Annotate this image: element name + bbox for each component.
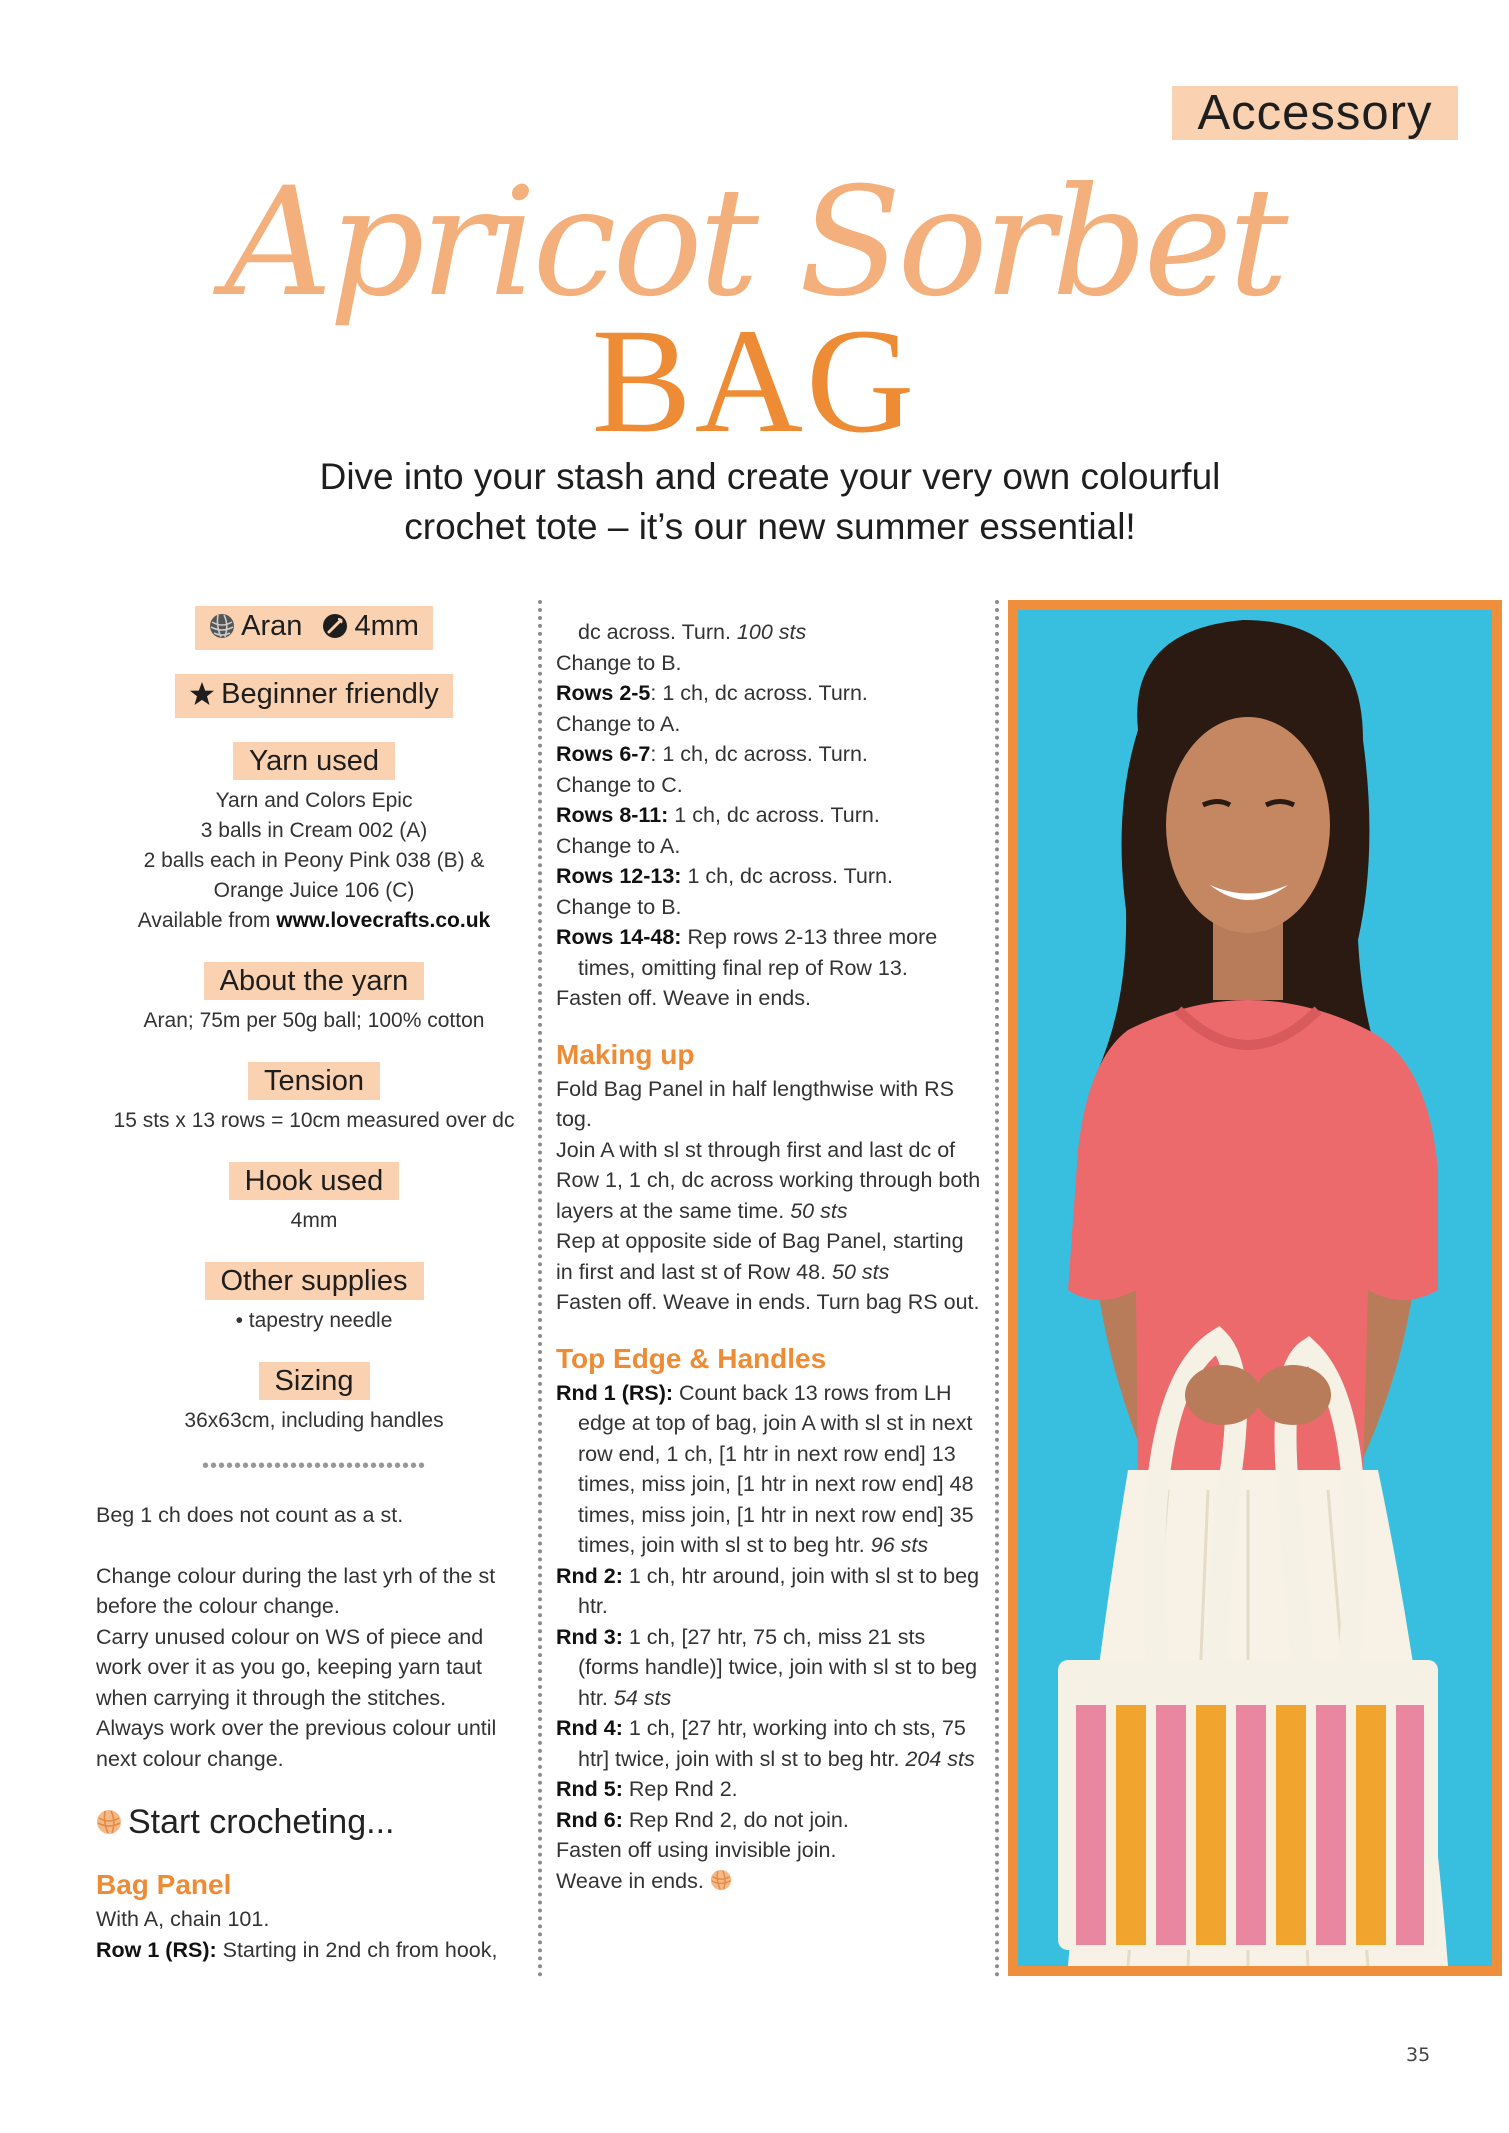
other-supplies-block bbox=[96, 1262, 532, 1336]
weight-hook-badge bbox=[195, 606, 433, 650]
note-colour-change: Change colour during the last yrh of the st before the colour change. bbox=[96, 1563, 496, 1618]
standfirst-line-2: crochet tote – it’s our new summer essential! bbox=[404, 506, 1136, 547]
yarn-used-line-1: Yarn and Colors Epic bbox=[215, 789, 413, 812]
rows-6-7 bbox=[556, 739, 986, 770]
rnd-3-text: 1 ch, [27 htr, 75 ch, miss 21 sts (forms handle)] twice, join with sl st to beg htr. bbox=[578, 1624, 978, 1710]
note-carry-colour: Carry unused colour on WS of piece and work over it as you go, keeping yarn taut when carrying it through the stitches. bbox=[96, 1624, 484, 1710]
rnd-4-text: 1 ch, [27 htr, working into ch sts, 75 htr] twice, join with sl st to beg htr. bbox=[578, 1716, 966, 1771]
about-yarn-text: Aran; 75m per 50g ball; 100% cotton bbox=[143, 1009, 485, 1032]
yarn-available bbox=[96, 906, 532, 936]
rows-12-13 bbox=[556, 861, 986, 892]
change-to-c-1: Change to C. bbox=[556, 772, 683, 797]
yarn-ball-icon bbox=[96, 1802, 122, 1846]
notes-block bbox=[96, 1500, 532, 1774]
yarn-used-heading: Yarn used bbox=[233, 742, 395, 780]
rnd-1 bbox=[556, 1378, 986, 1561]
title-main: BAG bbox=[591, 298, 918, 464]
about-yarn-heading: About the yarn bbox=[204, 962, 425, 1000]
rows-8-11-label: Rows 8-11: bbox=[556, 803, 669, 827]
making-up-rep bbox=[556, 1226, 986, 1287]
photo-illustration bbox=[1018, 610, 1492, 1966]
weight-label: Aran bbox=[241, 610, 303, 642]
tension-text: 15 sts x 13 rows = 10cm measured over dc bbox=[113, 1109, 515, 1132]
section-tag: Accessory bbox=[1172, 86, 1458, 140]
row1-text: Starting in 2nd ch from hook, bbox=[216, 1937, 498, 1962]
bag-panel-row1 bbox=[96, 1935, 532, 1966]
rnd-5-label: Rnd 5: bbox=[556, 1777, 623, 1801]
rnd-2-label: Rnd 2: bbox=[556, 1563, 623, 1588]
hook-used-heading: Hook used bbox=[229, 1162, 400, 1200]
rnd-1-label: Rnd 1 (RS): bbox=[556, 1380, 674, 1405]
sizing-block bbox=[96, 1362, 532, 1436]
bag-panel-fasten: Fasten off. Weave in ends. bbox=[556, 986, 811, 1010]
standfirst bbox=[240, 452, 1300, 552]
hook-used-text: 4mm bbox=[290, 1209, 338, 1232]
rnd-5 bbox=[556, 1774, 986, 1805]
rows-14-48-text: Rep rows 2-13 three more times, omitting final rep of Row 13. bbox=[578, 925, 938, 980]
model-with-bag-photo bbox=[1018, 610, 1492, 1966]
top-edge-fasten-1: Fasten off using invisible join. bbox=[556, 1838, 837, 1862]
available-prefix: Available from bbox=[137, 909, 277, 932]
badge-row-level bbox=[96, 674, 532, 718]
rnd-5-text: Rep Rnd 2. bbox=[622, 1777, 738, 1801]
rnd-1-count: 96 sts bbox=[870, 1533, 929, 1557]
dotted-separator: •••••••••••••••••••••••••••• bbox=[201, 1455, 427, 1477]
rows-6-7-label: Rows 6-7 bbox=[556, 742, 651, 766]
rows-2-5-text: : 1 ch, dc across. Turn. bbox=[650, 681, 868, 705]
supplier-link[interactable]: www.lovecrafts.co.uk bbox=[276, 909, 491, 932]
yarn-used-line-3: 2 balls each in Peony Pink 038 (B) & bbox=[143, 849, 485, 872]
yarn-used-text bbox=[96, 786, 532, 936]
making-up-join-count: 50 sts bbox=[790, 1198, 848, 1223]
sizing-text: 36x63cm, including handles bbox=[184, 1409, 444, 1432]
rows-14-48-label: Rows 14-48: bbox=[556, 925, 682, 949]
hook-size-label: 4mm bbox=[354, 610, 419, 642]
badge-row-weight-hook bbox=[96, 606, 532, 650]
making-up-fasten: Fasten off. Weave in ends. Turn bag RS out. bbox=[556, 1290, 980, 1314]
change-to-b-1: Change to B. bbox=[556, 650, 682, 675]
making-up-fold: Fold Bag Panel in half lengthwise with RS tog. bbox=[556, 1076, 954, 1131]
making-up-rep-count: 50 sts bbox=[832, 1259, 890, 1284]
title-script: Apricot Sorbet bbox=[224, 156, 1285, 330]
sizing-heading: Sizing bbox=[259, 1362, 370, 1400]
rows-2-5 bbox=[556, 678, 986, 709]
rnd-1-text: Count back 13 rows from LH edge at top of bag, join A with sl st in next row end, 1 ch, [1 htr in next row end] 13 times, miss join, [1 htr in next row end] 48 times, miss join, [1 htr in next row end] 35 times, join with sl st to beg htr. bbox=[578, 1380, 974, 1557]
making-up-join-text: Join A with sl st through first and last dc of Row 1, 1 ch, dc across working through both layers at the same time. bbox=[556, 1137, 981, 1223]
page-number: 35 bbox=[1406, 2044, 1431, 2066]
top-edge-fasten-2-text: Weave in ends. bbox=[556, 1868, 710, 1893]
making-up-heading: Making up bbox=[556, 1038, 695, 1070]
other-supplies-heading: Other supplies bbox=[205, 1262, 424, 1300]
yarn-used-block bbox=[96, 742, 532, 936]
making-up-join bbox=[556, 1135, 986, 1227]
tension-heading: Tension bbox=[248, 1062, 380, 1100]
level-label: Beginner friendly bbox=[221, 678, 439, 710]
photo-divider bbox=[995, 600, 999, 1978]
rnd-4-count: 204 sts bbox=[905, 1746, 975, 1771]
rows-12-13-label: Rows 12-13: bbox=[556, 864, 682, 888]
star-icon bbox=[189, 678, 215, 718]
rnd-6-label: Rnd 6: bbox=[556, 1807, 623, 1832]
rnd-4-label: Rnd 4: bbox=[556, 1716, 623, 1740]
crochet-hook-icon bbox=[322, 610, 348, 650]
middle-column bbox=[556, 617, 986, 1899]
row1-continued bbox=[556, 617, 986, 648]
change-to-a-1: Change to A. bbox=[556, 711, 681, 736]
rnd-2-text: 1 ch, htr around, join with sl st to beg htr. bbox=[578, 1563, 980, 1618]
rows-12-13-text: 1 ch, dc across. Turn. bbox=[681, 864, 893, 888]
bag-panel-heading: Bag Panel bbox=[96, 1869, 232, 1900]
end-yarn-ball-icon bbox=[710, 1869, 732, 1900]
rnd-3 bbox=[556, 1622, 986, 1714]
hook-used-block bbox=[96, 1162, 532, 1236]
bag-panel-chain: With A, chain 101. bbox=[96, 1907, 270, 1931]
rows-8-11 bbox=[556, 800, 986, 831]
top-edge-fasten-2 bbox=[556, 1866, 986, 1900]
making-up-rep-text: Rep at opposite side of Bag Panel, starting in first and last st of Row 48. bbox=[556, 1229, 964, 1284]
tension-block bbox=[96, 1062, 532, 1136]
rnd-6-text: Rep Rnd 2, do not join. bbox=[622, 1807, 849, 1832]
yarn-ball-icon bbox=[209, 610, 235, 650]
note-beg-ch: Beg 1 ch does not count as a st. bbox=[96, 1503, 404, 1527]
row1-cont-text: dc across. Turn. bbox=[578, 620, 737, 644]
start-crocheting-heading bbox=[96, 1800, 532, 1846]
rows-8-11-text: 1 ch, dc across. Turn. bbox=[668, 803, 880, 827]
column-divider bbox=[538, 600, 542, 1978]
standfirst-line-1: Dive into your stash and create your very own colourful bbox=[319, 456, 1221, 497]
row1-label: Row 1 (RS): bbox=[96, 1937, 217, 1962]
rows-6-7-text: : 1 ch, dc across. Turn. bbox=[650, 742, 868, 766]
change-to-a-2: Change to A. bbox=[556, 833, 681, 858]
change-to-b-2: Change to B. bbox=[556, 894, 682, 919]
yarn-used-line-2: 3 balls in Cream 002 (A) bbox=[200, 819, 428, 842]
rnd-2 bbox=[556, 1561, 986, 1622]
other-supplies-text: • tapestry needle bbox=[235, 1309, 393, 1332]
rnd-3-count: 54 sts bbox=[613, 1685, 672, 1710]
left-column bbox=[96, 606, 532, 1965]
rnd-4 bbox=[556, 1713, 986, 1774]
rnd-6 bbox=[556, 1805, 986, 1836]
rows-14-48 bbox=[556, 922, 986, 983]
level-badge bbox=[175, 674, 453, 718]
row1-count: 100 sts bbox=[736, 620, 807, 644]
note-work-over: Always work over the previous colour until next colour change. bbox=[96, 1716, 497, 1771]
yarn-used-line-4: Orange Juice 106 (C) bbox=[213, 879, 415, 902]
start-heading-text: Start crocheting... bbox=[128, 1803, 395, 1841]
top-edge-heading: Top Edge & Handles bbox=[556, 1342, 827, 1374]
about-yarn-block bbox=[96, 962, 532, 1036]
rnd-3-label: Rnd 3: bbox=[556, 1624, 623, 1649]
rows-2-5-label: Rows 2-5 bbox=[556, 681, 651, 705]
